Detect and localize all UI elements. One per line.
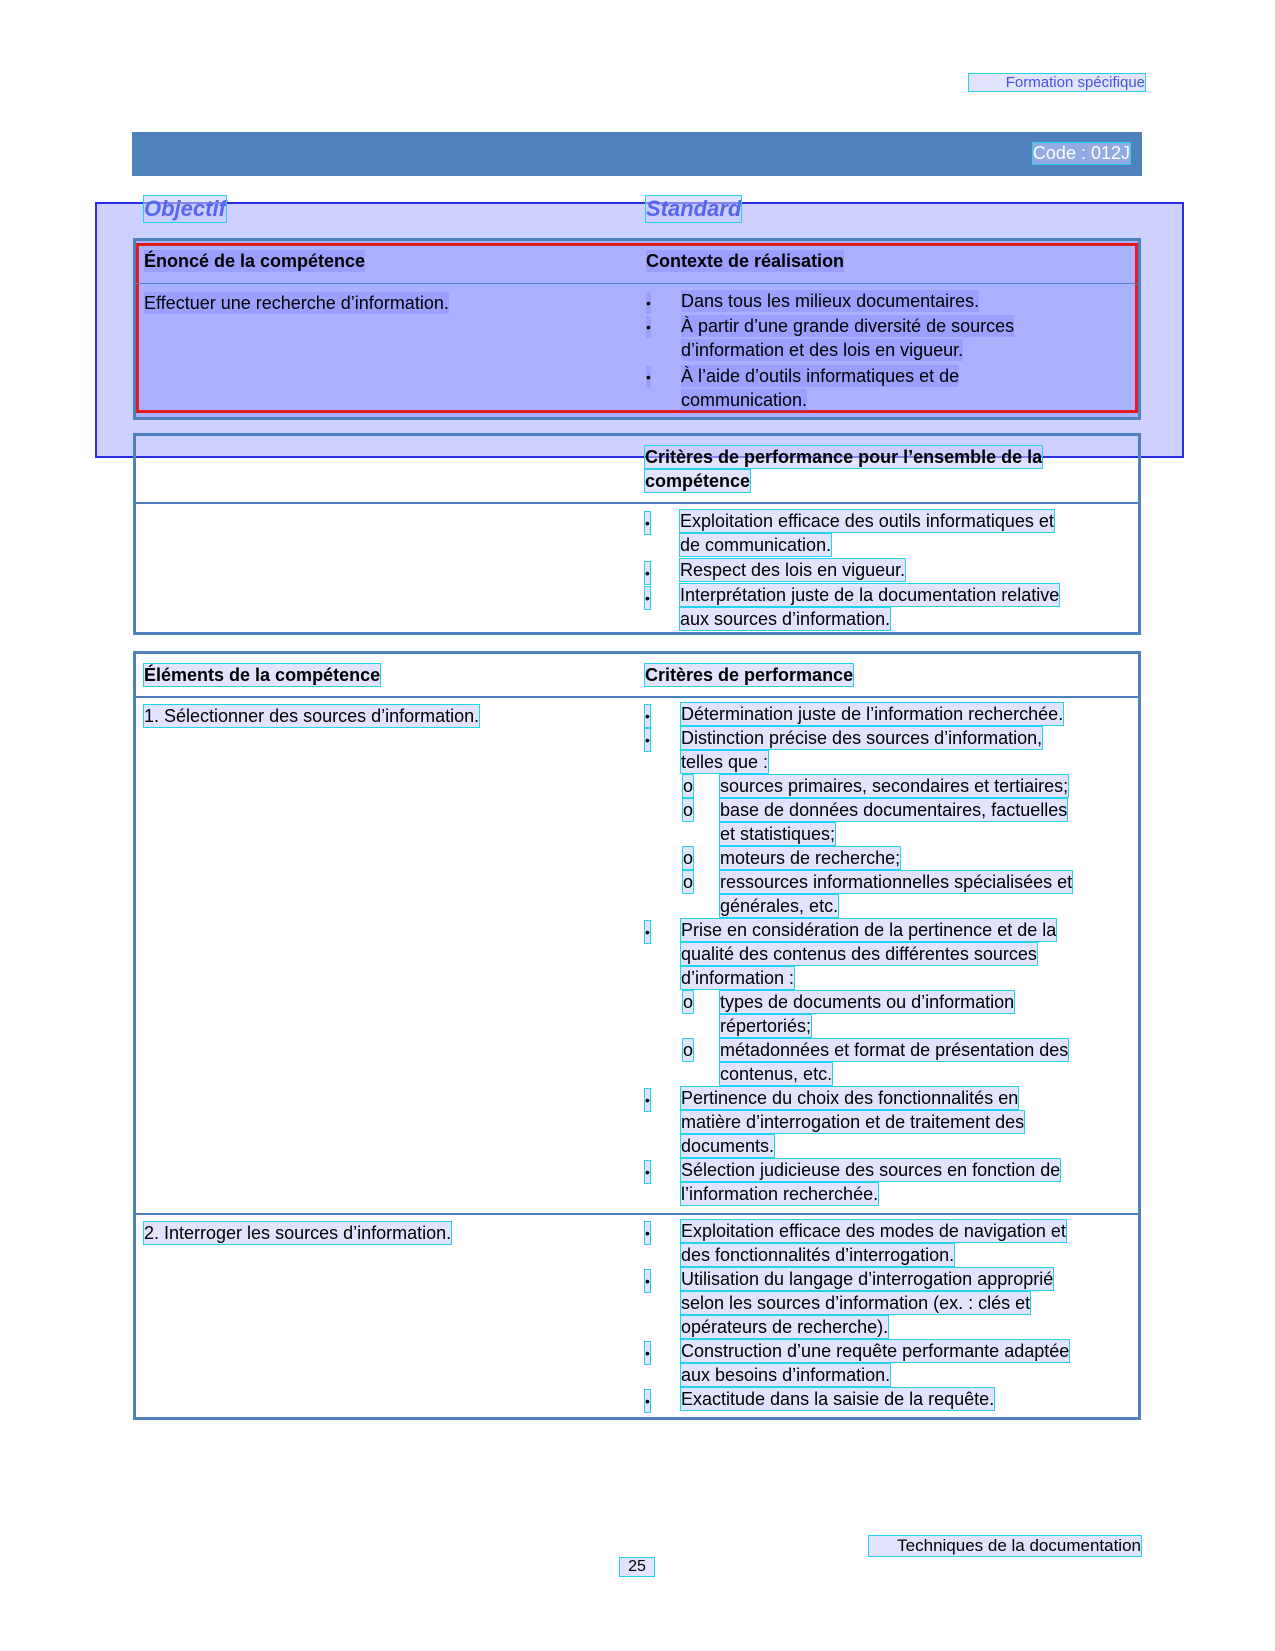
- criterion-cont: aux sources d’information.: [680, 609, 891, 629]
- bullet: •: [646, 366, 651, 388]
- sub-bullet: o: [683, 800, 694, 820]
- criterion: Respect des lois en vigueur.: [680, 560, 906, 580]
- sub-bullet: o: [683, 1040, 694, 1060]
- criterion-cont: de communication.: [680, 535, 832, 555]
- criterion: Détermination juste de l’information recherchée.: [681, 704, 1064, 724]
- criterion-cont: aux besoins d’information.: [681, 1365, 891, 1385]
- sub-criterion-cont: contenus, etc.: [720, 1064, 833, 1084]
- sub-criterion: moteurs de recherche;: [720, 848, 901, 868]
- bullet: •: [645, 729, 650, 751]
- criterion-cont: des fonctionnalités d’interrogation.: [681, 1245, 955, 1265]
- context-item: À partir d’une grande diversité de sources: [681, 316, 1015, 336]
- competency-statement: Effectuer une recherche d’information.: [144, 293, 449, 313]
- criterion: Prise en considération de la pertinence et de la: [681, 920, 1057, 940]
- context-item-cont: communication.: [681, 390, 808, 410]
- criterion: Distinction précise des sources d’information,: [681, 728, 1043, 748]
- bullet: •: [645, 705, 650, 727]
- bullet: •: [645, 512, 650, 534]
- criterion-cont: d’information :: [681, 968, 795, 988]
- sub-bullet: o: [683, 776, 694, 796]
- statement-header: Énoncé de la compétence: [144, 251, 366, 271]
- sub-criterion: sources primaires, secondaires et tertiaires;: [720, 776, 1069, 796]
- program-type-header: Formation spécifique: [969, 74, 1145, 91]
- context-item: Dans tous les milieux documentaires.: [681, 291, 980, 311]
- context-header: Contexte de réalisation: [646, 251, 845, 271]
- program-name-footer: Techniques de la documentation: [869, 1536, 1141, 1556]
- bullet: •: [646, 316, 651, 338]
- bullet: •: [645, 1270, 650, 1292]
- page-number: 25: [620, 1558, 654, 1576]
- performance-criteria-header: Critères de performance: [645, 665, 854, 685]
- objective-label: Objectif: [144, 196, 226, 221]
- criterion: Sélection judicieuse des sources en fonction de: [681, 1160, 1061, 1180]
- criterion: Interprétation juste de la documentation relative: [680, 585, 1060, 605]
- table-divider: [133, 502, 1141, 504]
- bullet: •: [645, 1222, 650, 1244]
- bullet: •: [645, 587, 650, 609]
- sub-criterion: types de documents ou d’information: [720, 992, 1015, 1012]
- bullet: •: [646, 292, 651, 314]
- sub-criterion-cont: et statistiques;: [720, 824, 836, 844]
- context-item-cont: d’information et des lois en vigueur.: [681, 340, 964, 360]
- table-divider: [136, 283, 1138, 284]
- element-1: 1. Sélectionner des sources d’information.: [144, 706, 480, 726]
- criterion-cont: matière d’interrogation et de traitement des: [681, 1112, 1025, 1132]
- sub-bullet: o: [683, 872, 694, 892]
- bullet: •: [645, 562, 650, 584]
- criterion-cont: selon les sources d’information (ex. : clés et: [681, 1293, 1031, 1313]
- sub-criterion: métadonnées et format de présentation des: [720, 1040, 1069, 1060]
- standard-label: Standard: [646, 196, 742, 221]
- criterion: Construction d’une requête performante adaptée: [681, 1341, 1070, 1361]
- element-2: 2. Interroger les sources d’information.: [144, 1223, 452, 1243]
- bullet: •: [645, 1342, 650, 1364]
- code-banner: [132, 132, 1142, 176]
- criterion: Utilisation du langage d’interrogation approprié: [681, 1269, 1054, 1289]
- overall-criteria-header-cont: compétence: [645, 471, 751, 491]
- criterion-cont: telles que :: [681, 752, 769, 772]
- criterion-cont: documents.: [681, 1136, 775, 1156]
- criterion-cont: l’information recherchée.: [681, 1184, 879, 1204]
- sub-criterion-cont: générales, etc.: [720, 896, 839, 916]
- sub-bullet: o: [683, 848, 694, 868]
- criterion: Pertinence du choix des fonctionnalités en: [681, 1088, 1019, 1108]
- table-divider: [133, 696, 1141, 698]
- elements-header: Éléments de la compétence: [144, 665, 381, 685]
- criterion-cont: qualité des contenus des différentes sources: [681, 944, 1037, 964]
- criterion: Exactitude dans la saisie de la requête.: [681, 1389, 995, 1409]
- criterion: Exploitation efficace des outils informatiques et: [680, 511, 1054, 531]
- criterion: Exploitation efficace des modes de navigation et: [681, 1221, 1066, 1241]
- sub-bullet: o: [683, 992, 694, 1012]
- overall-criteria-header: Critères de performance pour l’ensemble de la: [645, 447, 1043, 467]
- bullet: •: [645, 921, 650, 943]
- bullet: •: [645, 1161, 650, 1183]
- context-item: À l’aide d’outils informatiques et de: [681, 366, 960, 386]
- bullet: •: [645, 1089, 650, 1111]
- sub-criterion-cont: répertoriés;: [720, 1016, 812, 1036]
- bullet: •: [645, 1390, 650, 1412]
- competency-code: Code : 012J: [1032, 143, 1130, 163]
- sub-criterion: base de données documentaires, factuelles: [720, 800, 1068, 820]
- criterion-cont: opérateurs de recherche).: [681, 1317, 889, 1337]
- table-divider: [133, 1213, 1141, 1215]
- sub-criterion: ressources informationnelles spécialisées et: [720, 872, 1073, 892]
